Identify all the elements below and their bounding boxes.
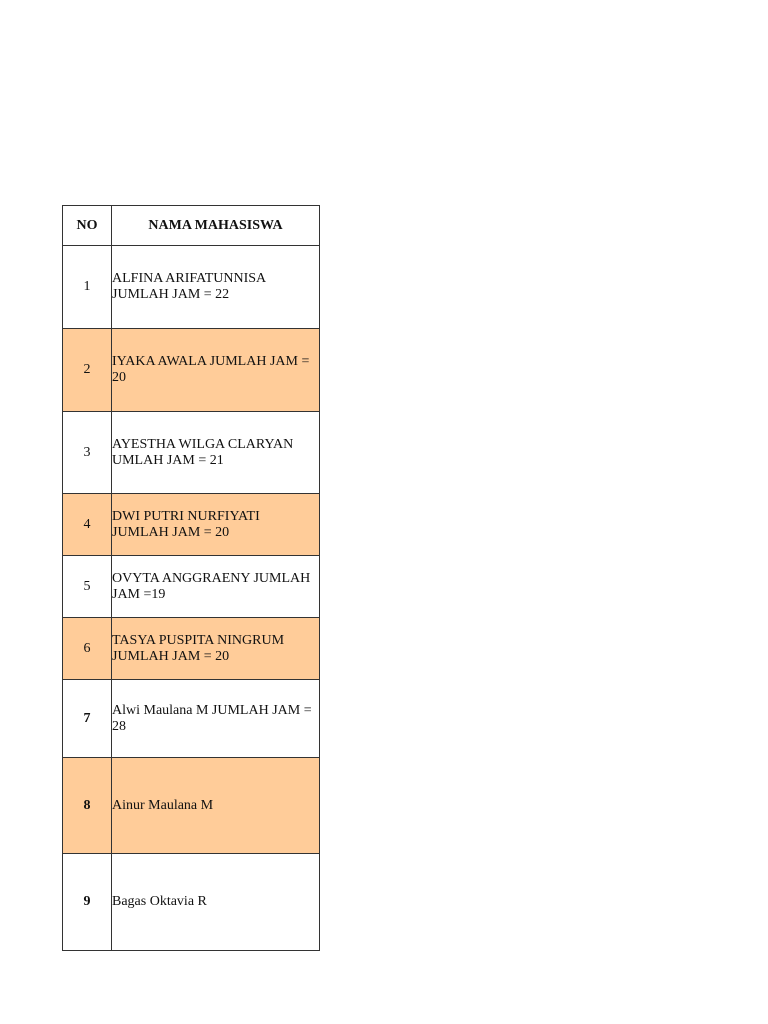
row-number: 2	[63, 329, 112, 412]
row-number: 4	[63, 494, 112, 556]
student-table	[62, 205, 320, 951]
table-row	[63, 412, 320, 494]
student-name: Ainur Maulana M	[112, 758, 320, 854]
header-name: NAMA MAHASISWA	[112, 206, 320, 246]
row-number: 7	[63, 680, 112, 758]
table-row	[63, 618, 320, 680]
student-name: AYESTHA WILGA CLARYAN UMLAH JAM = 21	[112, 412, 320, 494]
student-name: TASYA PUSPITA NINGRUM JUMLAH JAM = 20	[112, 618, 320, 680]
student-name: DWI PUTRI NURFIYATI JUMLAH JAM = 20	[112, 494, 320, 556]
student-name: Alwi Maulana M JUMLAH JAM = 28	[112, 680, 320, 758]
table-row	[63, 329, 320, 412]
row-number: 3	[63, 412, 112, 494]
student-name: ALFINA ARIFATUNNISA JUMLAH JAM = 22	[112, 246, 320, 329]
row-number: 6	[63, 618, 112, 680]
row-number: 9	[63, 854, 112, 951]
table-row	[63, 758, 320, 854]
table-header-row	[63, 206, 320, 246]
table-row	[63, 494, 320, 556]
row-number: 8	[63, 758, 112, 854]
table-row	[63, 854, 320, 951]
student-name: OVYTA ANGGRAENY JUMLAH JAM =19	[112, 556, 320, 618]
table-row	[63, 556, 320, 618]
header-no: NO	[63, 206, 112, 246]
student-name: Bagas Oktavia R	[112, 854, 320, 951]
table-row	[63, 680, 320, 758]
table-row	[63, 246, 320, 329]
row-number: 5	[63, 556, 112, 618]
row-number: 1	[63, 246, 112, 329]
student-name: IYAKA AWALA JUMLAH JAM = 20	[112, 329, 320, 412]
